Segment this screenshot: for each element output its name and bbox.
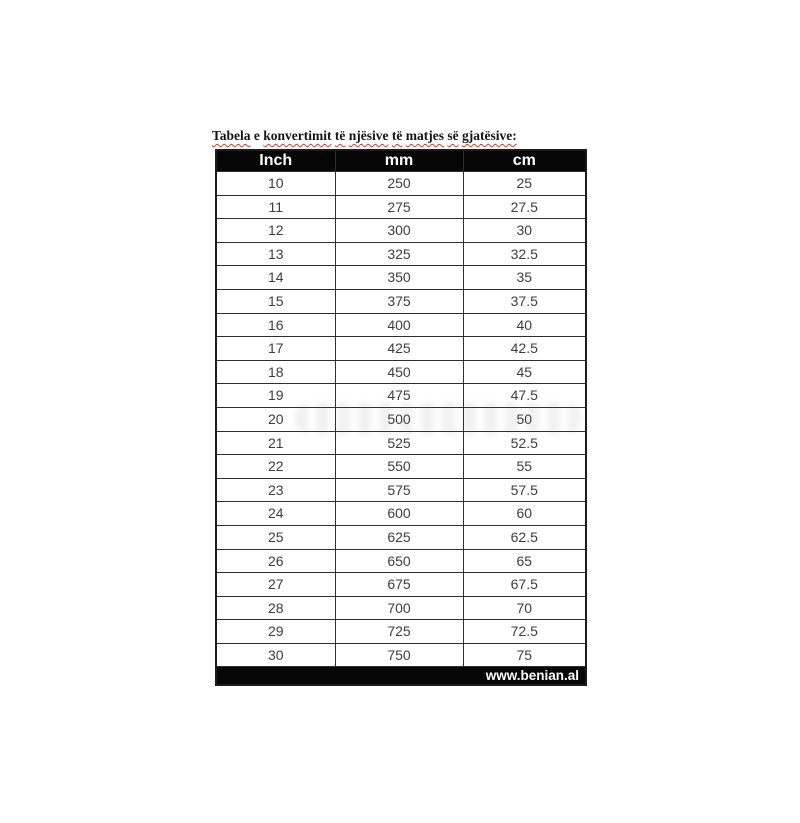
table-row bbox=[216, 360, 586, 384]
title-word: konvertimit bbox=[263, 128, 332, 143]
table-row bbox=[216, 172, 586, 196]
inch-cell: 30 bbox=[216, 643, 335, 667]
table-row bbox=[216, 502, 586, 526]
table-row bbox=[216, 266, 586, 290]
mm-cell: 675 bbox=[335, 573, 463, 597]
mm-cell: 425 bbox=[335, 337, 463, 361]
cm-cell: 62.5 bbox=[463, 525, 586, 549]
cm-cell: 30 bbox=[463, 219, 586, 243]
mm-cell: 700 bbox=[335, 596, 463, 620]
inch-cell: 16 bbox=[216, 313, 335, 337]
mm-cell: 725 bbox=[335, 620, 463, 644]
inch-cell: 29 bbox=[216, 620, 335, 644]
table-body bbox=[216, 172, 586, 667]
inch-cell: 24 bbox=[216, 502, 335, 526]
mm-cell: 475 bbox=[335, 384, 463, 408]
conversion-table bbox=[215, 149, 587, 686]
inch-cell: 19 bbox=[216, 384, 335, 408]
table-row bbox=[216, 219, 586, 243]
table-footer bbox=[216, 667, 586, 686]
mm-cell: 375 bbox=[335, 289, 463, 313]
title-word: të bbox=[334, 128, 346, 143]
cm-cell: 67.5 bbox=[463, 573, 586, 597]
cm-cell: 75 bbox=[463, 643, 586, 667]
inch-cell: 20 bbox=[216, 407, 335, 431]
table-row bbox=[216, 195, 586, 219]
mm-cell: 575 bbox=[335, 478, 463, 502]
table-row bbox=[216, 643, 586, 667]
cm-cell: 72.5 bbox=[463, 620, 586, 644]
mm-cell: 250 bbox=[335, 172, 463, 196]
cm-cell: 60 bbox=[463, 502, 586, 526]
footer-row bbox=[216, 667, 586, 686]
cm-cell: 70 bbox=[463, 596, 586, 620]
title-word: Tabela bbox=[212, 128, 251, 143]
cm-cell: 57.5 bbox=[463, 478, 586, 502]
inch-cell: 14 bbox=[216, 266, 335, 290]
inch-cell: 18 bbox=[216, 360, 335, 384]
header-row bbox=[216, 150, 586, 172]
inch-cell: 27 bbox=[216, 573, 335, 597]
inch-cell: 10 bbox=[216, 172, 335, 196]
cm-cell: 27.5 bbox=[463, 195, 586, 219]
cm-cell: 37.5 bbox=[463, 289, 586, 313]
cm-cell: 50 bbox=[463, 407, 586, 431]
title-word: të bbox=[391, 128, 403, 143]
table-row bbox=[216, 455, 586, 479]
table-row bbox=[216, 384, 586, 408]
title-word: matjes bbox=[405, 128, 445, 143]
table-row bbox=[216, 407, 586, 431]
cm-cell: 52.5 bbox=[463, 431, 586, 455]
table-row bbox=[216, 525, 586, 549]
cm-cell: 65 bbox=[463, 549, 586, 573]
table-row bbox=[216, 431, 586, 455]
inch-cell: 15 bbox=[216, 289, 335, 313]
column-header-inch: Inch bbox=[216, 150, 335, 172]
inch-cell: 23 bbox=[216, 478, 335, 502]
mm-cell: 550 bbox=[335, 455, 463, 479]
table-row bbox=[216, 478, 586, 502]
page-title bbox=[212, 128, 517, 144]
inch-cell: 26 bbox=[216, 549, 335, 573]
mm-cell: 525 bbox=[335, 431, 463, 455]
table-row bbox=[216, 596, 586, 620]
cm-cell: 55 bbox=[463, 455, 586, 479]
mm-cell: 325 bbox=[335, 242, 463, 266]
table-header bbox=[216, 150, 586, 172]
footer-website-label: www.benian.al bbox=[216, 667, 586, 686]
column-header-mm: mm bbox=[335, 150, 463, 172]
mm-cell: 625 bbox=[335, 525, 463, 549]
title-word: e bbox=[253, 128, 260, 143]
mm-cell: 650 bbox=[335, 549, 463, 573]
table-row bbox=[216, 289, 586, 313]
inch-cell: 28 bbox=[216, 596, 335, 620]
cm-cell: 35 bbox=[463, 266, 586, 290]
mm-cell: 750 bbox=[335, 643, 463, 667]
inch-cell: 13 bbox=[216, 242, 335, 266]
cm-cell: 40 bbox=[463, 313, 586, 337]
inch-cell: 21 bbox=[216, 431, 335, 455]
table-row bbox=[216, 242, 586, 266]
title-word: gjatësive: bbox=[462, 128, 517, 143]
cm-cell: 25 bbox=[463, 172, 586, 196]
mm-cell: 300 bbox=[335, 219, 463, 243]
mm-cell: 400 bbox=[335, 313, 463, 337]
mm-cell: 450 bbox=[335, 360, 463, 384]
table-row bbox=[216, 620, 586, 644]
inch-cell: 25 bbox=[216, 525, 335, 549]
table-row bbox=[216, 549, 586, 573]
inch-cell: 11 bbox=[216, 195, 335, 219]
table-row bbox=[216, 313, 586, 337]
cm-cell: 32.5 bbox=[463, 242, 586, 266]
table-row bbox=[216, 573, 586, 597]
title-word: njësive bbox=[348, 128, 389, 143]
inch-cell: 17 bbox=[216, 337, 335, 361]
cm-cell: 42.5 bbox=[463, 337, 586, 361]
inch-cell: 12 bbox=[216, 219, 335, 243]
title-word: së bbox=[447, 128, 459, 143]
mm-cell: 600 bbox=[335, 502, 463, 526]
mm-cell: 350 bbox=[335, 266, 463, 290]
table-row bbox=[216, 337, 586, 361]
cm-cell: 45 bbox=[463, 360, 586, 384]
column-header-cm: cm bbox=[463, 150, 586, 172]
mm-cell: 500 bbox=[335, 407, 463, 431]
cm-cell: 47.5 bbox=[463, 384, 586, 408]
mm-cell: 275 bbox=[335, 195, 463, 219]
inch-cell: 22 bbox=[216, 455, 335, 479]
